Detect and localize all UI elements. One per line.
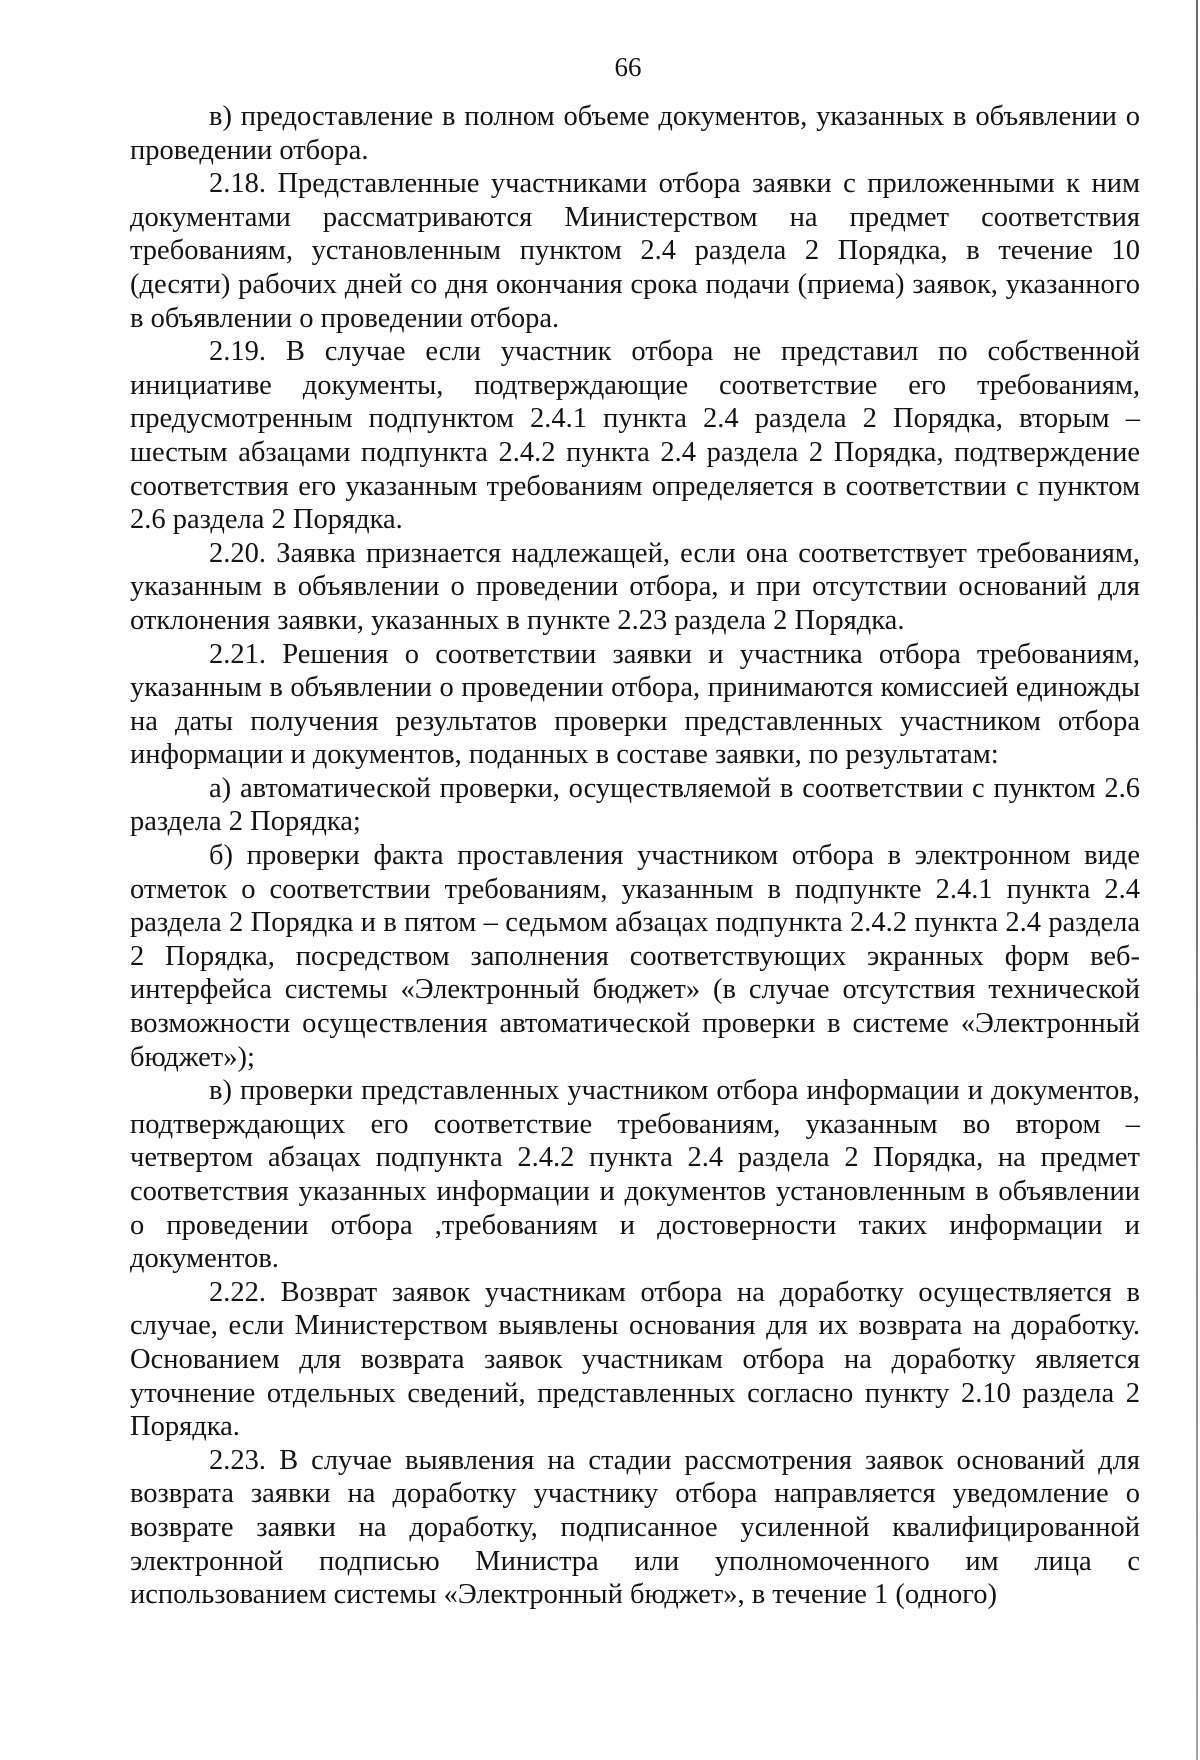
paragraph-2-21-a: а) автоматической проверки, осуществляемой в соответствии с пунктом 2.6 раздела 2 Порядка;	[130, 772, 1140, 838]
paragraph-2-19: 2.19. В случае если участник отбора не представил по собственной инициативе документы, подтверждающие соответствие его требованиям, предусмотренным подпунктом 2.4.1 пункта 2.4 раздела 2 Порядка, вторым – шестым абзацами подпункта 2.4.2 пункта 2.4 раздела 2 Порядка, подтверждение соответствия его указанным требованиям определяется в соответствии с пунктом 2.6 раздела 2 Порядка.	[130, 336, 1140, 536]
paragraph-2-21: 2.21. Решения о соответствии заявки и участника отбора требованиям, указанным в объявлении о проведении отбора, принимаются комиссией единожды на даты получения результатов проверки представленных участником отбора информации и документов, поданных в составе заявки, по результатам:	[130, 638, 1140, 771]
document-body	[130, 100, 1140, 1612]
paragraph-2-21-v: в) проверки представленных участником отбора информации и документов, подтверждающих его соответствие требованиям, указанным во втором – четвертом абзацах подпункта 2.4.2 пункта 2.4 раздела 2 Порядка, на предмет соответствия указанных информации и документов установленным в объявлении о проведении отбора ,требованиям и достоверности таких информации и документов.	[130, 1075, 1140, 1275]
paragraph-2-20: 2.20. Заявка признается надлежащей, если она соответствует требованиям, указанным в объявлении о проведении отбора, и при отсутствии оснований для отклонения заявки, указанных в пункте 2.23 раздела 2 Порядка.	[130, 537, 1140, 636]
scan-edge-shadow	[1196, 0, 1198, 1760]
paragraph-2-23: 2.23. В случае выявления на стадии рассмотрения заявок оснований для возврата заявки на доработку участнику отбора направляется уведомление о возврате заявки на доработку, подписанное усиленной квалифицированной электронной подписью Министра или уполномоченного им лица с использованием системы «Электронный бюджет», в течение 1 (одного)	[130, 1444, 1140, 1611]
paragraph-2-18: 2.18. Представленные участниками отбора заявки с приложенными к ним документами рассматриваются Министерством на предмет соответствия требованиям, установленным пунктом 2.4 раздела 2 Порядка, в течение 10 (десяти) рабочих дней со дня окончания срока подачи (приема) заявок, указанного в объявлении о проведении отбора.	[130, 168, 1140, 334]
paragraph-v-documents: в) предоставление в полном объеме документов, указанных в объявлении о проведении отбора.	[130, 101, 1140, 166]
paragraph-2-22: 2.22. Возврат заявок участникам отбора на доработку осуществляется в случае, если Министерством выявлены основания для их возврата на доработку. Основанием для возврата заявок участникам отбора на доработку является уточнение отдельных сведений, представленных согласно пункту 2.10 раздела 2 Порядка.	[130, 1276, 1140, 1443]
paragraph-2-21-b: б) проверки факта проставления участником отбора в электронном виде отметок о соответствии требованиям, указанным в подпункте 2.4.1 пункта 2.4 раздела 2 Порядка и в пятом – седьмом абзацах подпункта 2.4.2 пункта 2.4 раздела 2 Порядка, посредством заполнения соответствующих экранных форм веб-интерфейса системы «Электронный бюджет» (в случае отсутствия технической возможности осуществления автоматической проверки в системе «Электронный бюджет»);	[130, 840, 1140, 1073]
page-number: 66	[614, 52, 642, 82]
